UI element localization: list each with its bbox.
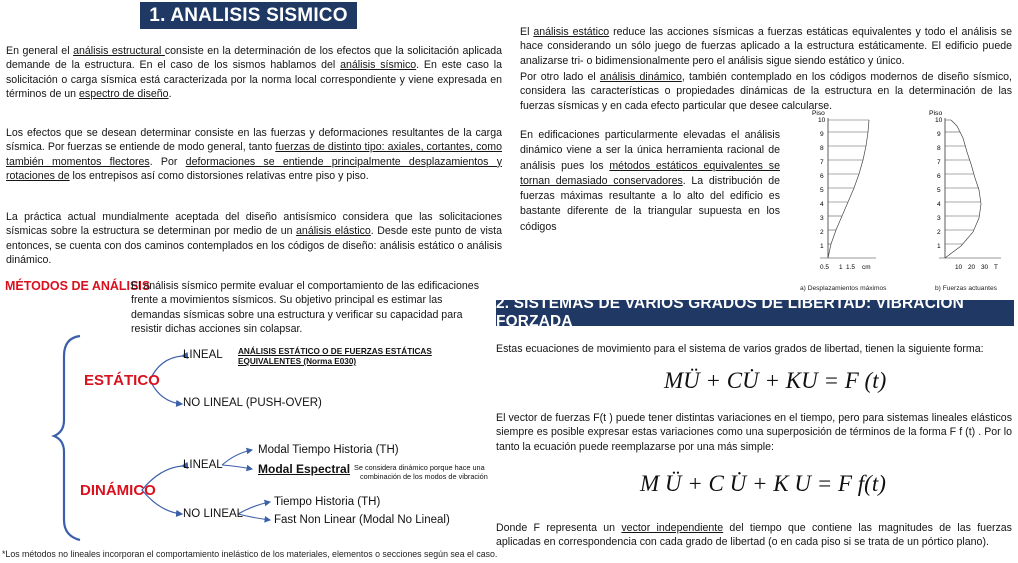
chart-b-level-4: 4: [937, 201, 941, 208]
right-paragraph-4: Estas ecuaciones de movimiento para el sistema de varios grados de libertad, tienen la siguiente forma:: [496, 343, 984, 355]
section-1-title: 1. ANALISIS SISMICO: [149, 4, 348, 26]
chart-b-level-7: 7: [937, 159, 941, 166]
chart-a-unit: cm: [862, 264, 871, 271]
chart-b-level-5: 5: [937, 187, 941, 194]
chart-b-level-3: 3: [937, 215, 941, 222]
chart-a-levels: [818, 117, 826, 250]
dinamico-no-lineal: NO LINEAL: [183, 508, 244, 520]
estatico-lineal: LINEAL: [183, 349, 223, 361]
chart-a-tick-2: 1: [839, 264, 843, 271]
tiempo-historia: Tiempo Historia (TH): [274, 496, 381, 508]
chart-a-level-8: 8: [820, 145, 824, 152]
chart-b-tick-2: 20: [968, 264, 976, 271]
equation-1: MÜ + CU̇ + KU = F (t): [664, 368, 887, 393]
espectral-note: Se considera dinámico porque hace una combinación de los modos de vibración: [354, 463, 488, 481]
chart-a-level-2: 2: [820, 229, 824, 236]
chart-fuerzas: [905, 106, 1015, 292]
intro-paragraph-1: En general el análisis estructural consiste en la determinación de los efectos que la solicitación aplicada demande de la estructura. En el caso de los sismos hablamos del análisis sísmico. En este caso la solicitación o carga sísmica está caracterizada por la norma local correspondiente y viene expresada en términos de un espectro de diseño.: [6, 45, 502, 100]
chart-b-level-6: 6: [937, 173, 941, 180]
estatico-no-lineal: NO LINEAL (PUSH-OVER): [183, 397, 322, 409]
chart-a-level-7: 7: [820, 159, 824, 166]
chart-a-tick-1: 0.5: [820, 264, 829, 271]
chart-a-level-4: 4: [820, 201, 824, 208]
chart-a-tick-3: 1.5: [846, 264, 855, 271]
chart-b-level-9: 9: [937, 131, 941, 138]
section-2-banner: [496, 295, 1014, 330]
chart-b-tick-1: 10: [955, 264, 963, 271]
footnote: *Los métodos no lineales incorporan el comportamiento inelástico de los materiales, elementos o secciones según sea el caso.: [2, 549, 498, 559]
chart-b-level-2: 2: [937, 229, 941, 236]
estatico-label: ESTÁTICO: [84, 372, 160, 389]
chart-a-level-1: 1: [820, 243, 824, 250]
section-2-title: 2. SISTEMAS DE VARIOS GRADOS DE LIBERTAD: VIBRACIÓN FORZADA: [496, 295, 964, 330]
dinamico-label: DINÁMICO: [80, 482, 156, 499]
chart-a-caption: a) Desplazamientos máximos: [800, 285, 887, 292]
chart-a-bars: [828, 120, 869, 244]
chart-b-caption: b) Fuerzas actuantes: [935, 285, 997, 292]
chart-a-level-5: 5: [820, 187, 824, 194]
chart-a-level-10: 10: [818, 117, 826, 124]
modal-espectral: Modal Espectral: [258, 462, 351, 476]
left-brace: [54, 336, 80, 540]
chart-a-level-9: 9: [820, 131, 824, 138]
fast-non-linear: Fast Non Linear (Modal No Lineal): [274, 514, 450, 526]
equation-2: M Ü + C U̇ + K U = F f(t): [640, 471, 886, 496]
lineal-branch-bottom: [222, 465, 252, 469]
dinamico-lineal: LINEAL: [183, 459, 223, 471]
intro-paragraph-3: La práctica actual mundialmente aceptada del diseño antisísmico considera que las solicitaciones sísmicas sobre la estructura se determinan por medio de un análisis elástico. Desde este punto de vista entonces, se cuenta con dos caminos contemplados en los códigos de diseño: análisis estático o análisis dinámico.: [6, 211, 502, 266]
chart-desplazamientos: [790, 106, 900, 292]
right-paragraph-3: En edificaciones particularmente elevadas el análisis dinámico viene a ser la única herramienta racional de análisis pues los métodos estáticos equivalentes se tornan demasiado conservadores. La distribución de fuerzas máximas resultante a lo alto del edificio es bastante diferente de la triangular supuesta en los códigos: [520, 129, 780, 233]
chart-b-tick-3: 30: [981, 264, 989, 271]
chart-b-axis-title: Piso: [929, 110, 943, 117]
chart-b-levels: [935, 117, 943, 250]
chart-a-curve: [828, 120, 869, 258]
chart-a-axis-title: Piso: [812, 110, 825, 117]
right-paragraph-2: Por otro lado el análisis dinámico, también contemplado en los códigos modernos de diseño sísmico, considera las características o propiedades dinámicas de la estructura en la determinación de las fuerzas sísmicas y en cada efecto particular que desee calcularse.: [520, 71, 1012, 112]
estatico-note: ANÁLISIS ESTÁTICO O DE FUERZAS ESTÁTICAS EQUIVALENTES (Norma E030): [238, 347, 432, 366]
chart-b-level-1: 1: [937, 243, 941, 250]
chart-b-level-8: 8: [937, 145, 941, 152]
intro-paragraph-2: Los efectos que se desean determinar consiste en las fuerzas y deformaciones resultantes de la carga sísmica. Por fuerzas se entiende de modo general, tanto fuerzas de distinto tipo: axiales, cortantes, como también momentos flectores. Por deformaciones se entiende principalmente desplazamientos y rotaciones de los entrepisos así como distorsiones relativas entre piso y piso.: [6, 127, 502, 182]
chart-a-level-6: 6: [820, 173, 824, 180]
chart-a-level-3: 3: [820, 215, 824, 222]
right-paragraph-1: El análisis estático reduce las acciones sísmicas a fuerzas estáticas equivalentes y todo el análisis se hace considerando un sólo juego de fuerzas aplicado a la estructura estáticamente. El edificio puede analizarse tri- o bidimensionalmente pero el análisis sigue siendo estático y único.: [520, 26, 1012, 67]
metodos-heading: MÉTODOS DE ANÁLISIS: [5, 279, 151, 293]
right-paragraph-5: El vector de fuerzas F(t ) puede tener distintas variaciones en el tiempo, pero para sistemas lineales elásticos siempre es posible expresar estas variaciones como una superposición de términos de la forma F f (t) . Por lo tanto la ecuación puede reemplazarse por una más simple:: [496, 412, 1012, 453]
lineal-branch-top: [222, 450, 252, 465]
chart-b-unit: T: [994, 264, 998, 271]
chart-b-curve: [945, 120, 981, 258]
right-paragraph-6: Donde F representa un vector independiente del tiempo que contiene las magnitudes de las fuerzas aplicadas en correspondencia con cada grado de libertad (o en cada piso si se trata de un pórtico plano).: [496, 522, 1012, 549]
modal-tiempo-historia: Modal Tiempo Historia (TH): [258, 444, 399, 456]
chart-b-level-10: 10: [935, 117, 943, 124]
metodos-text: El análisis sísmico permite evaluar el comportamiento de las edificaciones frente a movimientos sísmicos. Su objetivo principal es estimar las demandas sísmicas sobre una estructura y verificar su capacidad para resistir dichas acciones sin colapsar.: [131, 280, 479, 335]
